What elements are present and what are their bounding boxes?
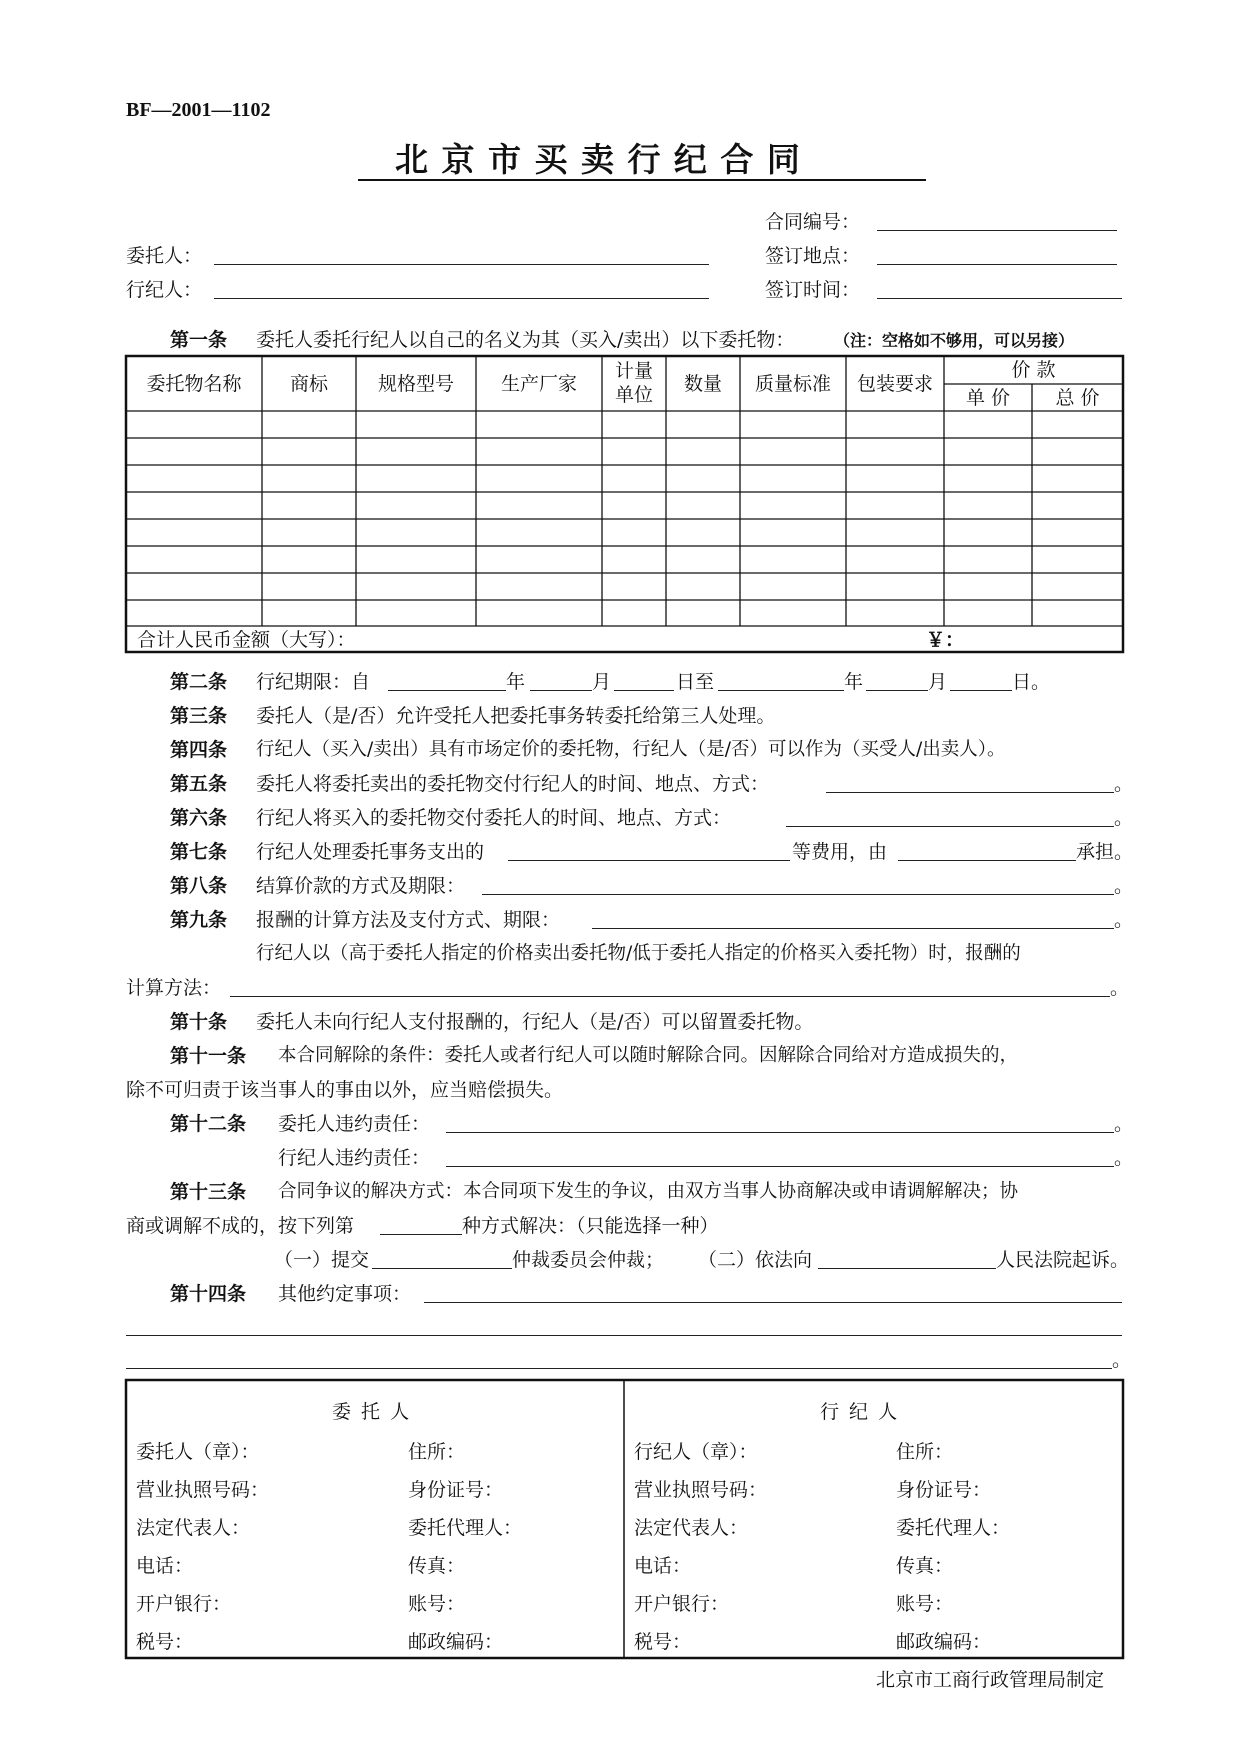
article-9-period: 。 (1114, 909, 1134, 931)
article-2-day-to: 日至 (676, 671, 715, 693)
article-9-calc-period: 。 (1110, 977, 1130, 999)
right-field-label-2: 委托代理人： (896, 1517, 1011, 1539)
article-12-principal-label: 委托人违约责任： (278, 1113, 431, 1135)
right-field-label-2: 传真： (896, 1555, 954, 1577)
article-5-period: 。 (1114, 773, 1134, 795)
article-7-end: 承担。 (1076, 841, 1134, 863)
article-11-paragraph-2: 除不可归责于该当事人的事由以外，应当赔偿损失。 (126, 1079, 564, 1101)
article-2-day2: 日。 (1012, 671, 1051, 693)
principal-label: 委托人： (126, 245, 203, 267)
article-12-number: 第十二条 (170, 1113, 247, 1135)
article-3-number: 第三条 (170, 705, 228, 727)
article-9-calc-label: 计算方法： (126, 977, 222, 999)
article-2-month: 月 (592, 671, 612, 693)
sign-place-label: 签订地点： (765, 245, 861, 267)
signature-left-title: 委 托 人 (332, 1401, 412, 1423)
col-header-brand: 商标 (289, 372, 328, 395)
yen-label: ￥： (926, 629, 965, 651)
left-field-label-2: 账号： (408, 1593, 466, 1615)
article-1-text: 委托人委托行纪人以自己的名义为其（买入/卖出）以下委托物： (256, 329, 795, 351)
article-13-number: 第十三条 (170, 1181, 247, 1203)
article-9-paragraph-2: 行纪人以（高于委托人指定的价格卖出委托物/低于委托人指定的价格买入委托物）时，报酬的 (256, 943, 1021, 964)
article-13-option2: （二）依法向 (698, 1249, 813, 1271)
article-13-p2a: 商或调解不成的，按下列第 (126, 1215, 355, 1237)
issuer-footer: 北京市工商行政管理局制定 (876, 1669, 1105, 1691)
article-7-mid: 等费用，由 (792, 841, 888, 863)
article-13-option1-end: 仲裁委员会仲裁； (512, 1249, 665, 1271)
page-title: 北 京 市 买 卖 行 纪 合 同 (395, 140, 801, 179)
left-field-label: 开户银行： (136, 1593, 232, 1615)
right-field-label-2: 邮政编码： (896, 1631, 992, 1653)
left-field-label-2: 邮政编码： (408, 1631, 504, 1653)
article-6-period: 。 (1114, 807, 1134, 829)
article-2-text: 行纪期限：自 (256, 671, 371, 693)
article-1-note: （注：空格如不够用，可以另接） (834, 331, 1075, 350)
right-field-label-2: 身份证号： (896, 1479, 992, 1501)
col-header-qty: 数量 (683, 372, 722, 395)
article-8-number: 第八条 (170, 875, 228, 897)
article-7-number: 第七条 (170, 841, 228, 863)
left-field-label-2: 身份证号： (408, 1479, 504, 1501)
col-header-maker: 生产厂家 (500, 372, 577, 395)
left-field-label: 委托人（章）： (136, 1441, 260, 1463)
article-9-text: 报酬的计算方法及支付方式、期限： (256, 909, 561, 931)
col-header-price: 价 款 (1011, 359, 1056, 381)
article-3-text: 委托人（是/否）允许受托人把委托事务转委托给第三人处理。 (256, 705, 776, 727)
article-7-text: 行纪人处理委托事务支出的 (256, 841, 485, 863)
right-field-label: 营业执照号码： (634, 1479, 768, 1501)
right-field-label: 电话： (634, 1555, 692, 1577)
right-field-label: 开户银行： (634, 1593, 730, 1615)
article-13-option1: （一）提交 (274, 1249, 370, 1271)
col-header-quality: 质量标准 (754, 372, 831, 395)
col-header-name: 委托物名称 (146, 372, 242, 395)
article-2-year: 年 (506, 671, 526, 693)
right-field-label-2: 账号： (896, 1593, 954, 1615)
total-amount-label: 合计人民币金额（大写）： (137, 629, 356, 651)
article-8-text: 结算价款的方式及期限： (256, 875, 466, 897)
article-4-text: 行纪人（买入/卖出）具有市场定价的委托物，行纪人（是/否）可以作为（买受人/出卖人）。 (256, 739, 1006, 760)
article-13-text: 合同争议的解决方式：本合同项下发生的争议，由双方当事人协商解决或申请调解解决；协 (278, 1181, 1019, 1202)
left-field-label-2: 委托代理人： (408, 1517, 523, 1539)
col-header-packing: 包装要求 (856, 372, 933, 395)
article-2-month2: 月 (928, 671, 948, 693)
article-12-period-2: 。 (1114, 1147, 1134, 1169)
left-field-label: 法定代表人： (136, 1517, 251, 1539)
article-2-year2: 年 (844, 671, 864, 693)
right-field-label-2: 住所： (896, 1441, 954, 1463)
article-6-number: 第六条 (170, 807, 228, 829)
col-header-unit-line1: 计量 (614, 360, 653, 382)
contract-no-label: 合同编号： (765, 211, 861, 233)
article-12-period-1: 。 (1114, 1113, 1134, 1135)
right-field-label: 税号： (634, 1631, 692, 1653)
article-14-text: 其他约定事项： (278, 1283, 412, 1305)
article-11-number: 第十一条 (170, 1045, 247, 1067)
left-field-label: 电话： (136, 1555, 194, 1577)
sign-time-label: 签订时间： (765, 279, 861, 301)
form-code: BF—2001—1102 (126, 99, 271, 121)
article-6-text: 行纪人将买入的委托物交付委托人的时间、地点、方式： (256, 807, 732, 829)
article-10-number: 第十条 (170, 1011, 228, 1033)
article-8-period: 。 (1114, 875, 1134, 897)
article-4-number: 第四条 (170, 739, 228, 761)
left-field-label: 税号： (136, 1631, 194, 1653)
right-field-label: 法定代表人： (634, 1517, 749, 1539)
broker-label: 行纪人： (126, 279, 203, 301)
article-14-period: 。 (1112, 1349, 1132, 1371)
col-header-total-price: 总 价 (1055, 386, 1100, 409)
article-5-text: 委托人将委托卖出的委托物交付行纪人的时间、地点、方式： (256, 773, 770, 795)
left-field-label: 营业执照号码： (136, 1479, 270, 1501)
signature-right-title: 行 纪 人 (820, 1401, 900, 1423)
article-1-number: 第一条 (170, 329, 228, 351)
article-5-number: 第五条 (170, 773, 228, 795)
col-header-spec: 规格型号 (377, 372, 454, 395)
left-field-label-2: 传真： (408, 1555, 466, 1577)
article-10-text: 委托人未向行纪人支付报酬的，行纪人（是/否）可以留置委托物。 (256, 1011, 814, 1033)
right-field-label: 行纪人（章）： (634, 1441, 758, 1463)
left-field-label-2: 住所： (408, 1441, 466, 1463)
article-11-text: 本合同解除的条件：委托人或者行纪人可以随时解除合同。因解除合同给对方造成损失的， (278, 1045, 1019, 1066)
article-12-broker-label: 行纪人违约责任： (278, 1147, 431, 1169)
article-13-p2b: 种方式解决：（只能选择一种） (462, 1215, 719, 1237)
col-header-unit-line2: 单位 (614, 384, 653, 406)
col-header-unit-price: 单 价 (965, 386, 1011, 409)
article-13-option2-end: 人民法院起诉。 (996, 1249, 1130, 1271)
article-14-number: 第十四条 (170, 1283, 247, 1305)
article-9-number: 第九条 (170, 909, 228, 931)
article-2-number: 第二条 (170, 671, 228, 693)
